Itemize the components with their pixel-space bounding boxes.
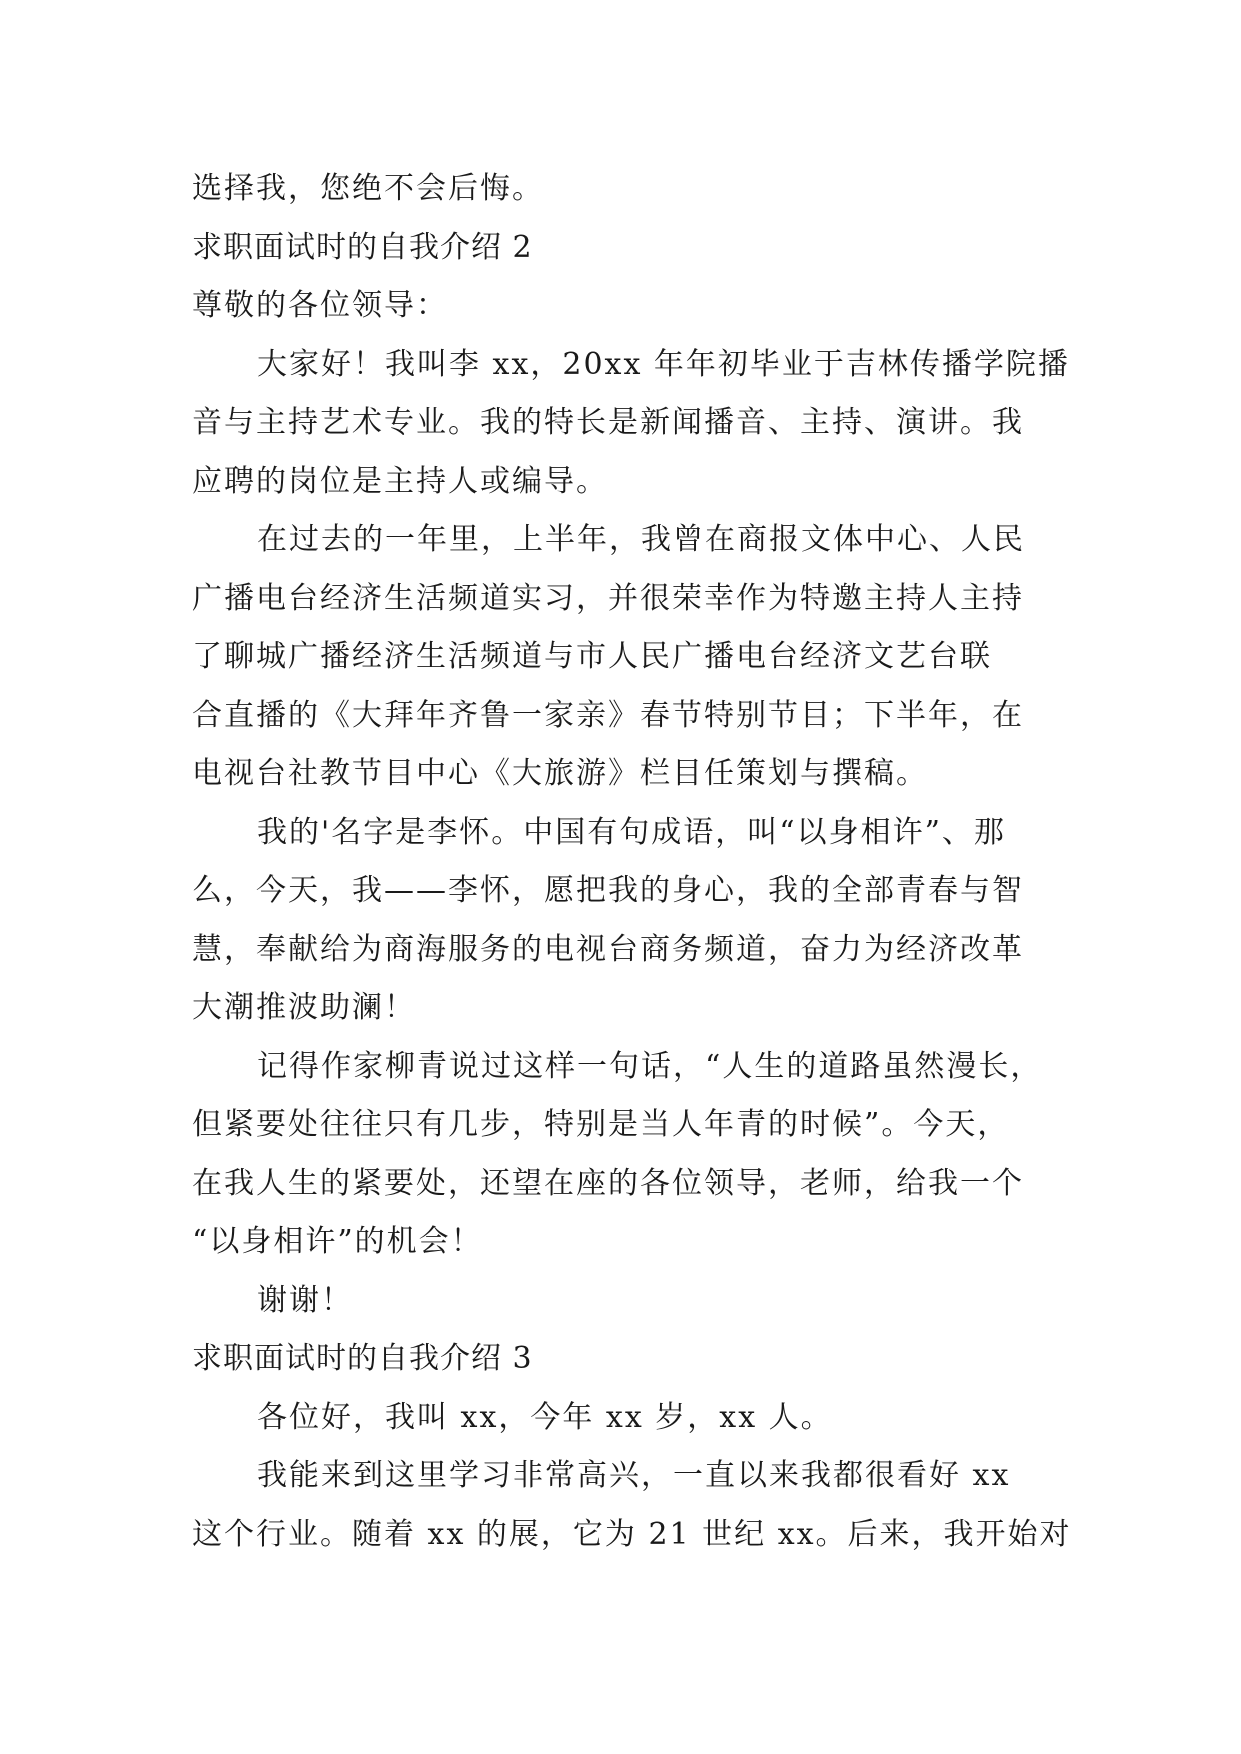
text-line: 这个行业。随着 xx 的展，它为 21 世纪 xx。后来，我开始对 xyxy=(192,1516,1072,1552)
text-line: 么，今天，我——李怀，愿把我的身心，我的全部青春与智 xyxy=(192,873,1024,908)
text-line: 合直播的《大拜年齐鲁一家亲》春节特别节目；下半年，在 xyxy=(192,697,1024,733)
section-heading: 求职面试时的自我介绍 3 xyxy=(192,1341,533,1376)
text-line: 但紧要处往往只有几步，特别是当人年青的时候”。今天， xyxy=(192,1107,1010,1142)
text-line: 选择我，您绝不会后悔。 xyxy=(192,171,544,206)
text-line: 了聊城广播经济生活频道与市人民广播电台经济文艺台联 xyxy=(192,639,992,674)
text-line: 谢谢！ xyxy=(257,1282,353,1318)
text-line: “以身相许”的机会！ xyxy=(192,1224,483,1259)
text-line: 在过去的一年里，上半年，我曾在商报文体中心、人民 xyxy=(257,522,1025,557)
text-line: 音与主持艺术专业。我的特长是新闻播音、主持、演讲。我 xyxy=(192,405,1024,440)
document-body xyxy=(192,160,1072,1564)
text-line: 各位好，我叫 xx，今年 xx 岁，xx 人。 xyxy=(257,1399,833,1435)
text-line: 应聘的岗位是主持人或编导。 xyxy=(192,463,608,499)
text-line: 在我人生的紧要处，还望在座的各位领导，老师，给我一个 xyxy=(192,1165,1024,1201)
text-line: 电视台社教节目中心《大旅游》栏目任策划与撰稿。 xyxy=(192,756,928,791)
section-heading: 求职面试时的自我介绍 2 xyxy=(192,229,533,265)
text-line: 广播电台经济生活频道实习，并很荣幸作为特邀主持人主持 xyxy=(192,580,1024,616)
text-line: 我能来到这里学习非常高兴，一直以来我都很看好 xx xyxy=(257,1458,1011,1493)
text-line: 记得作家柳青说过这样一句话，“人生的道路虽然漫长， xyxy=(257,1048,1043,1084)
text-line: 我的'名字是李怀。中国有句成语，叫“以身相许”、那 xyxy=(257,814,1006,850)
salutation: 尊敬的各位领导： xyxy=(192,288,448,323)
text-line: 大家好！我叫李 xx，20xx 年年初毕业于吉林传播学院播 xyxy=(257,346,1070,382)
text-line: 大潮推波助澜！ xyxy=(192,990,416,1025)
text-line: 慧，奉献给为商海服务的电视台商务频道，奋力为经济改革 xyxy=(192,931,1024,967)
